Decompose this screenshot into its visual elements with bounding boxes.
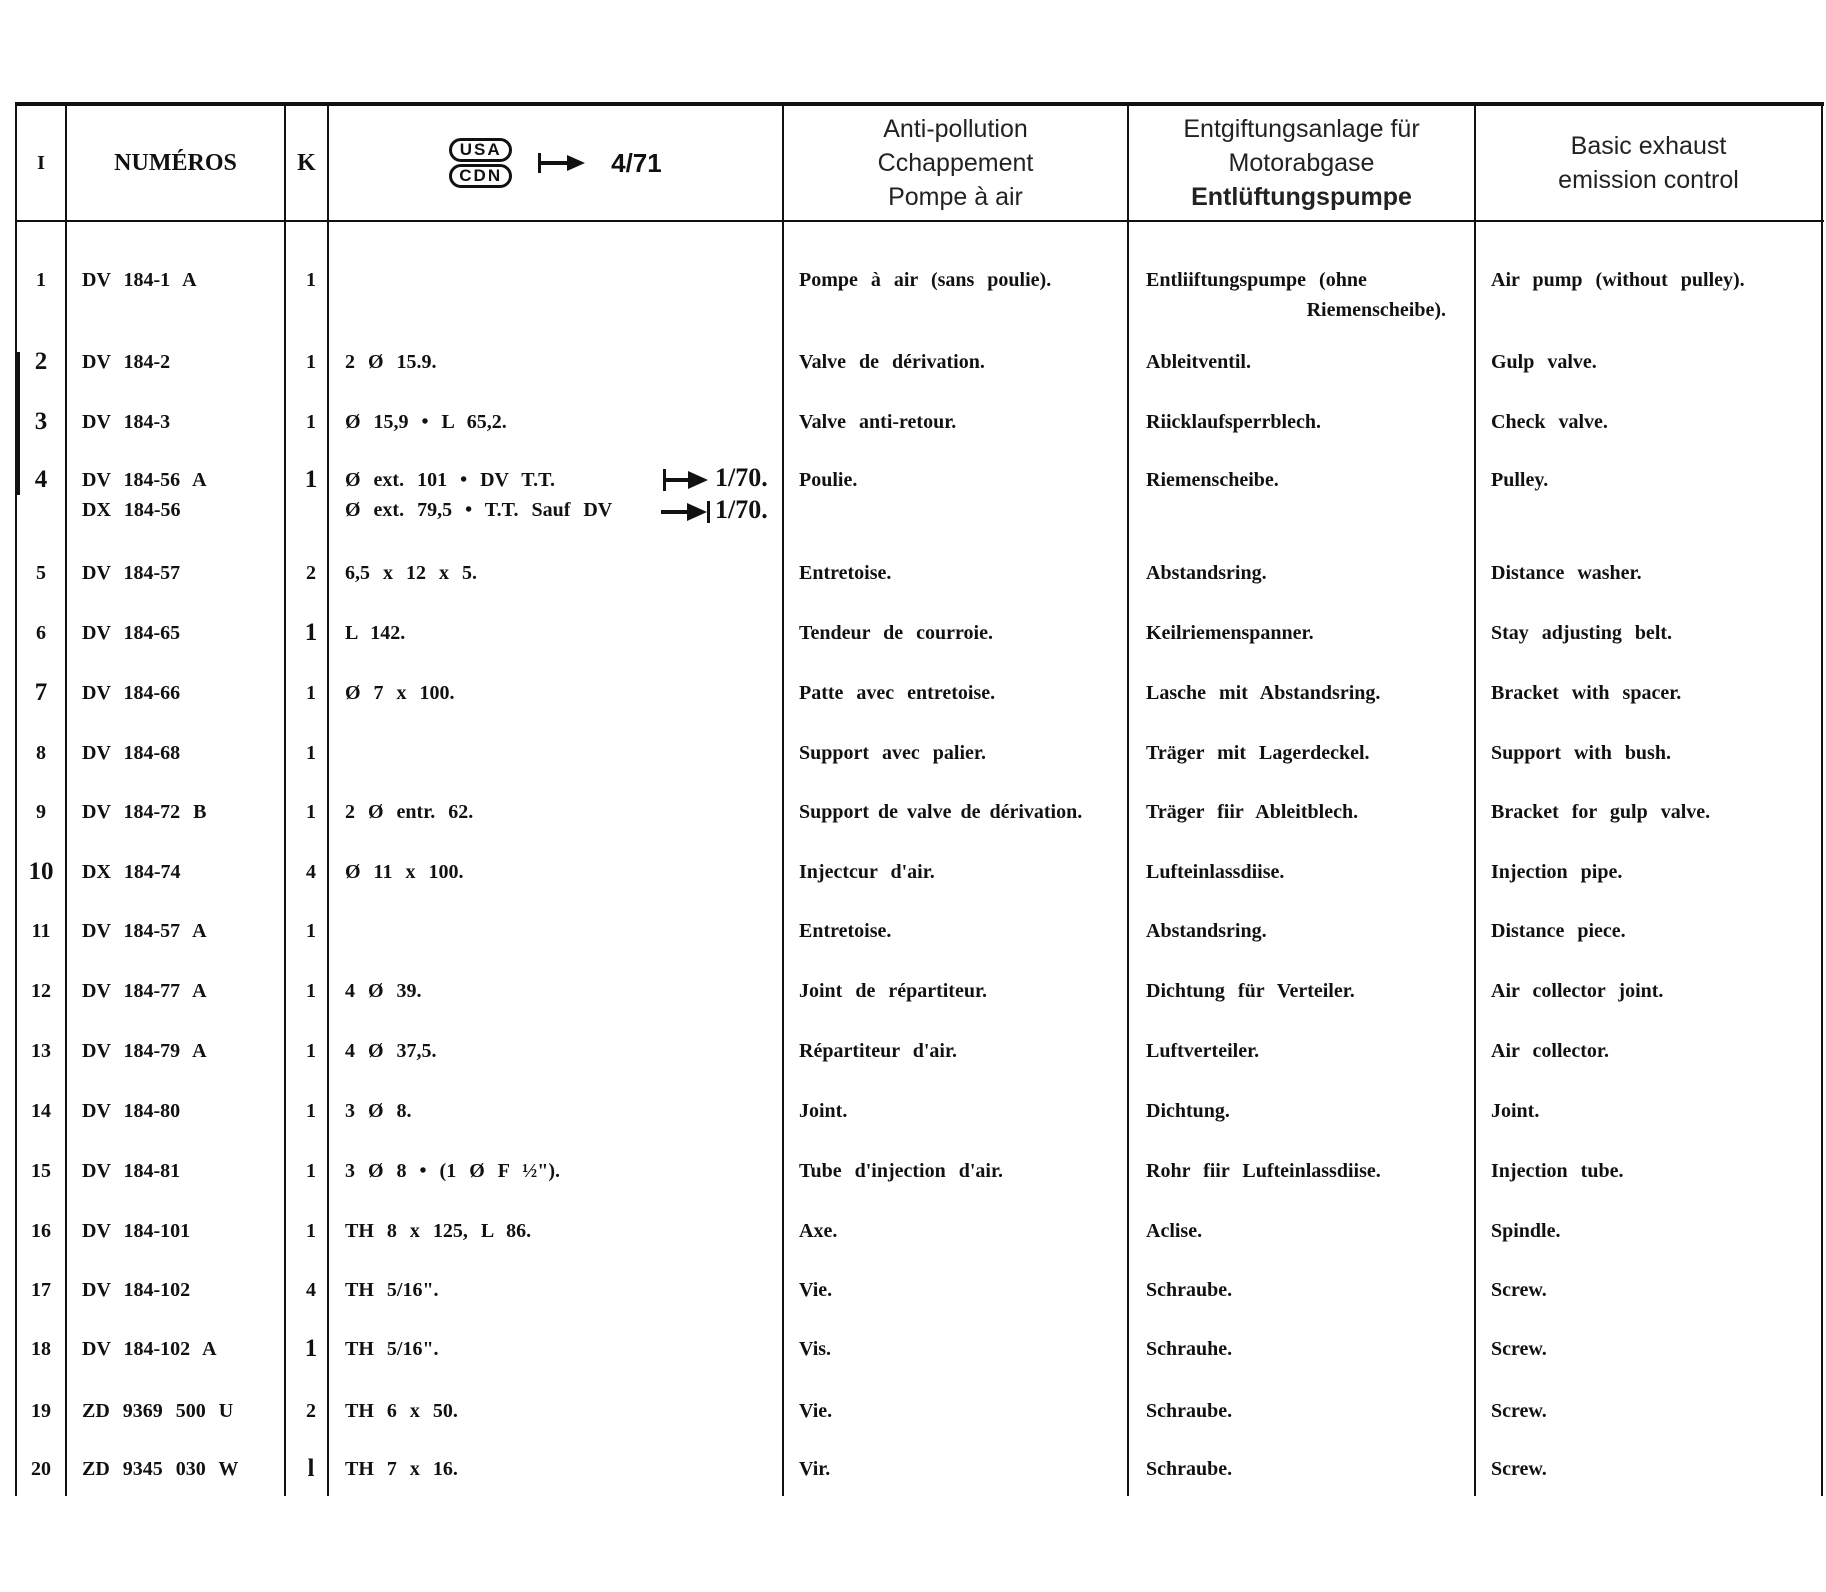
quantity: 1 [306, 411, 316, 433]
row-index: 15 [31, 1160, 51, 1182]
row-index: 9 [36, 801, 46, 823]
header-k [286, 106, 327, 220]
description-en: Screw. [1491, 1279, 1547, 1301]
quantity: 1 [306, 351, 316, 373]
description-fr: Entretoise. [799, 562, 892, 584]
description-de: Träger mit Lagerdeckel. [1146, 742, 1370, 764]
part-number: DV 184-68 [82, 742, 181, 764]
quantity: 1 [306, 920, 316, 942]
row-index: 3 [34, 408, 48, 435]
column-divider [1127, 102, 1129, 1496]
description-fr: Répartiteur d'air. [799, 1040, 957, 1062]
column-divider [1821, 102, 1823, 1496]
dimensions: 4 Ø 39. [345, 980, 422, 1002]
row-index: 4 [34, 466, 48, 493]
part-number [82, 465, 207, 525]
description-en: Gulp valve. [1491, 351, 1597, 373]
header-de-line: Entgiftungsanlage für [1183, 115, 1420, 143]
description-fr: Axe. [799, 1220, 838, 1242]
row-index: 13 [31, 1040, 51, 1062]
from-date: 1/70. [715, 463, 768, 492]
description-de: Schrauhe. [1146, 1338, 1233, 1360]
description-en: Pulley. [1491, 469, 1549, 491]
header-english [1476, 106, 1821, 220]
quantity: 2 [306, 562, 316, 584]
description-fr: Tendeur de courroie. [799, 622, 993, 644]
description-de: Luftverteiler. [1146, 1040, 1260, 1062]
description-de-line: Entliiftungspumpe (ohne [1146, 269, 1367, 291]
dimensions: TH 5/16". [345, 1279, 439, 1301]
description-de: Schraube. [1146, 1458, 1233, 1480]
description-fr: Support de valve de dérivation. [799, 801, 1083, 823]
row-index: 16 [31, 1220, 51, 1242]
description-de: Aclise. [1146, 1220, 1203, 1242]
header-fr-line: Cchappement [877, 149, 1034, 177]
description-de: Riemenscheibe. [1146, 469, 1279, 491]
description-de: Dichtung. [1146, 1100, 1230, 1122]
part-number: DV 184-102 A [82, 1338, 217, 1360]
column-divider [782, 102, 784, 1496]
quantity: 4 [306, 861, 316, 883]
description-de: Ableitventil. [1146, 351, 1251, 373]
part-number: DV 184-80 [82, 1100, 181, 1122]
part-number: DV 184-72 B [82, 801, 207, 823]
header-index-label: I [37, 151, 45, 174]
description-fr: Injectcur d'air. [799, 861, 935, 883]
quantity: 1 [306, 742, 316, 764]
description-de: Schraube. [1146, 1279, 1233, 1301]
parts-table [15, 102, 1824, 1496]
dimensions: TH 8 x 125, L 86. [345, 1220, 532, 1242]
quantity: 1 [304, 466, 318, 493]
row-index: 8 [36, 742, 46, 764]
quantity: 2 [306, 1400, 316, 1422]
description-en: Bracket for gulp valve. [1491, 801, 1711, 823]
revision-margin-bar [15, 352, 20, 495]
quantity: l [307, 1455, 315, 1482]
dimensions: L 142. [345, 622, 406, 644]
header-en-line: Basic exhaust [1570, 132, 1727, 160]
description-de: Lasche mit Abstandsring. [1146, 682, 1381, 704]
cdn-oval-badge: CDN [449, 164, 512, 188]
row-index: 5 [36, 562, 46, 584]
description-fr: Joint de répartiteur. [799, 980, 988, 1002]
part-number: DV 184-81 [82, 1160, 181, 1182]
part-number: DV 184-65 [82, 622, 181, 644]
description-en: Air collector joint. [1491, 980, 1664, 1002]
row-index: 6 [36, 622, 46, 644]
description-en: Spindle. [1491, 1220, 1561, 1242]
part-number: DX 184-74 [82, 861, 181, 883]
description-fr: Vir. [799, 1458, 831, 1480]
until-date: 1/70. [715, 495, 768, 524]
description-de: Riicklaufsperrblech. [1146, 411, 1321, 433]
description-fr: Valve de dérivation. [799, 351, 985, 373]
dimensions-line: Ø ext. 79,5 • T.T. Sauf DV [345, 499, 613, 521]
description-fr: Poulie. [799, 469, 858, 491]
description-en: Injection pipe. [1491, 861, 1623, 883]
dimensions: 6,5 x 12 x 5. [345, 562, 477, 584]
part-number: ZD 9369 500 U [82, 1400, 234, 1422]
description-de: Abstandsring. [1146, 920, 1267, 942]
description-en: Stay adjusting belt. [1491, 622, 1673, 644]
description-fr: Pompe à air (sans poulie). [799, 269, 1052, 291]
part-number-line: DX 184-56 [82, 499, 181, 521]
header-applicability [329, 106, 782, 220]
from-date-arrow-icon [538, 153, 585, 173]
row-index: 2 [34, 348, 48, 375]
dimensions: 2 Ø 15.9. [345, 351, 437, 373]
part-number: DV 184-57 A [82, 920, 207, 942]
quantity: 1 [306, 1100, 316, 1122]
dimensions: 2 Ø entr. 62. [345, 801, 474, 823]
dimensions: Ø 7 x 100. [345, 682, 455, 704]
description-en: Screw. [1491, 1458, 1547, 1480]
row-index: 10 [28, 858, 54, 885]
quantity: 1 [306, 1040, 316, 1062]
row-index: 14 [31, 1100, 51, 1122]
header-index [17, 106, 65, 220]
until-date-arrow-icon [661, 501, 710, 523]
usa-oval-badge: USA [449, 138, 512, 162]
dimensions: Ø 11 x 100. [345, 861, 464, 883]
row-index: 17 [31, 1279, 51, 1301]
header-french [784, 106, 1127, 220]
dimensions: 4 Ø 37,5. [345, 1040, 437, 1062]
description-en: Check valve. [1491, 411, 1608, 433]
quantity: 4 [306, 1279, 316, 1301]
row-index: 20 [31, 1458, 51, 1480]
column-divider [1474, 102, 1476, 1496]
header-bottom-rule [15, 220, 1824, 222]
description-fr: Vie. [799, 1279, 833, 1301]
header-date: 4/71 [611, 147, 662, 178]
part-number: DV 184-77 A [82, 980, 207, 1002]
dimensions: 3 Ø 8 • (1 Ø F ½"). [345, 1160, 561, 1182]
description-fr: Entretoise. [799, 920, 892, 942]
description-en: Air pump (without pulley). [1491, 269, 1745, 291]
row-index: 18 [31, 1338, 51, 1360]
part-number: DV 184-66 [82, 682, 181, 704]
dimensions [345, 465, 612, 525]
description-en: Support with bush. [1491, 742, 1671, 764]
part-number: DV 184-79 A [82, 1040, 207, 1062]
description-de-line: Riemenscheibe). [1306, 299, 1446, 321]
from-date-arrow-icon [663, 469, 708, 491]
header-fr-line: Anti-pollution [883, 115, 1028, 143]
description-en: Injection tube. [1491, 1160, 1624, 1182]
description-fr: Vis. [799, 1338, 832, 1360]
description-en: Joint. [1491, 1100, 1540, 1122]
quantity: 1 [304, 619, 318, 646]
dimensions: Ø 15,9 • L 65,2. [345, 411, 507, 433]
quantity: 1 [304, 1335, 318, 1362]
quantity: 1 [306, 1160, 316, 1182]
header-numbers [67, 106, 284, 220]
dimensions: TH 6 x 50. [345, 1400, 458, 1422]
quantity: 1 [306, 980, 316, 1002]
header-fr-line: Pompe à air [888, 183, 1023, 211]
description-en: Screw. [1491, 1400, 1547, 1422]
part-number-line: DV 184-56 A [82, 469, 207, 491]
part-number: DV 184-57 [82, 562, 181, 584]
description-de: Abstandsring. [1146, 562, 1267, 584]
row-index: 12 [31, 980, 51, 1002]
part-number: DV 184-3 [82, 411, 171, 433]
quantity: 1 [306, 682, 316, 704]
row-index: 1 [36, 269, 46, 291]
header-en-line: emission control [1558, 166, 1739, 194]
quantity: 1 [306, 1220, 316, 1242]
description-fr: Valve anti-retour. [799, 411, 957, 433]
quantity: 1 [306, 801, 316, 823]
part-number: DV 184-102 [82, 1279, 191, 1301]
description-de: Dichtung für Verteiler. [1146, 980, 1355, 1002]
header-k-label: K [297, 149, 316, 176]
description-fr: Vie. [799, 1400, 833, 1422]
header-german [1129, 106, 1474, 220]
dimensions: TH 5/16". [345, 1338, 439, 1360]
column-divider [284, 102, 286, 1496]
description-en: Distance piece. [1491, 920, 1626, 942]
description-fr: Support avec palier. [799, 742, 986, 764]
description-fr: Patte avec entretoise. [799, 682, 996, 704]
part-number: DV 184-1 A [82, 269, 197, 291]
description-de [1146, 265, 1446, 325]
description-en: Air collector. [1491, 1040, 1609, 1062]
description-en: Distance washer. [1491, 562, 1642, 584]
part-number: ZD 9345 030 W [82, 1458, 239, 1480]
description-de: Schraube. [1146, 1400, 1233, 1422]
header-de-line: Entlüftungspumpe [1191, 183, 1412, 211]
description-de: Lufteinlassdiise. [1146, 861, 1285, 883]
row-index: 11 [31, 920, 51, 942]
dimensions-line: Ø ext. 101 • DV T.T. [345, 469, 555, 491]
description-de: Träger fiir Ableitblech. [1146, 801, 1359, 823]
quantity: 1 [306, 269, 316, 291]
dimensions: TH 7 x 16. [345, 1458, 458, 1480]
part-number: DV 184-101 [82, 1220, 191, 1242]
description-de: Rohr fiir Lufteinlassdiise. [1146, 1160, 1381, 1182]
part-number: DV 184-2 [82, 351, 171, 373]
header-de-line: Motorabgase [1228, 149, 1375, 177]
description-fr: Joint. [799, 1100, 848, 1122]
description-de: Keilriemenspanner. [1146, 622, 1314, 644]
header-numbers-label: NUMÉROS [114, 149, 237, 176]
description-en: Screw. [1491, 1338, 1547, 1360]
row-index: 19 [31, 1400, 51, 1422]
column-divider [327, 102, 329, 1496]
description-fr: Tube d'injection d'air. [799, 1160, 1004, 1182]
row-index: 7 [34, 679, 48, 706]
dimensions: 3 Ø 8. [345, 1100, 412, 1122]
description-en: Bracket with spacer. [1491, 682, 1682, 704]
